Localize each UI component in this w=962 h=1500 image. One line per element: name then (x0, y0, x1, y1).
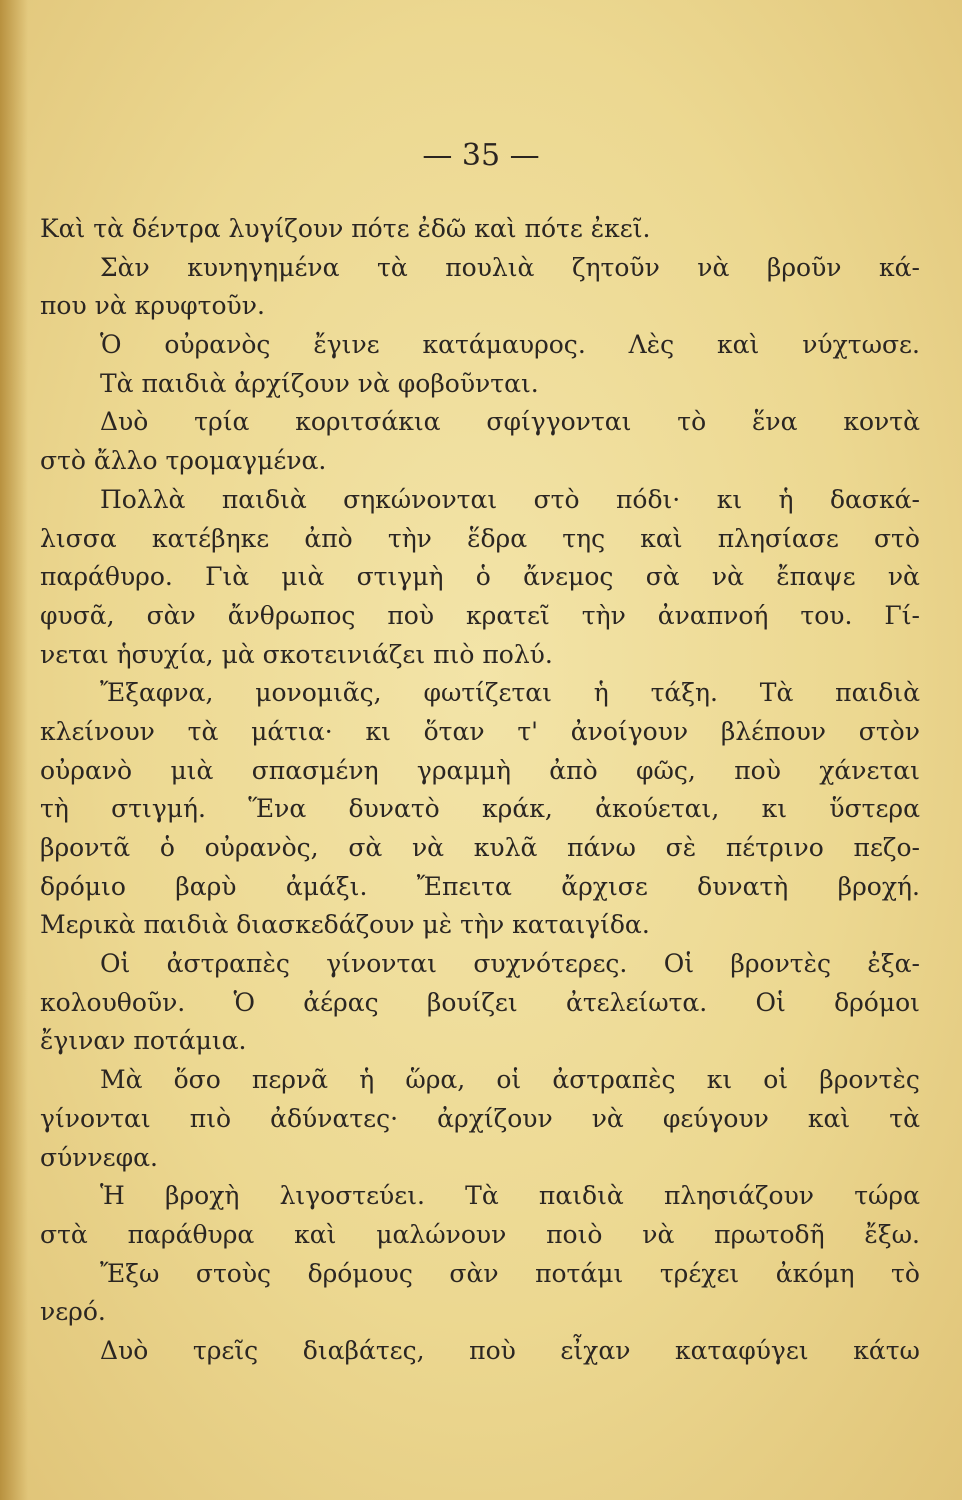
word: σπασμένη (251, 755, 379, 785)
word: ὕστερα (829, 794, 920, 824)
word: νύχτωσε. (802, 330, 920, 360)
word: ζητοῦν (571, 252, 660, 282)
text-line (40, 1100, 920, 1139)
word: κά- (879, 252, 920, 282)
text-line: ἔγιναν ποτάμια. (40, 1026, 247, 1056)
word: πλησίασε (717, 523, 839, 553)
word: ἔγινε (313, 330, 380, 360)
word: στιγμὴ (356, 562, 444, 592)
word: νὰ (591, 1103, 624, 1133)
page-edge-shadow (0, 0, 28, 1500)
word: ὁ (159, 833, 175, 862)
word: κι (706, 1065, 733, 1095)
word: ἀπὸ (549, 755, 598, 785)
word: ἀκούεται, (595, 794, 720, 824)
word: ἀτελείωτα. (565, 987, 708, 1017)
word: σὲ (665, 833, 697, 862)
text-line (40, 1061, 920, 1100)
word: φυσᾶ, (40, 600, 115, 630)
word: κοντὰ (843, 407, 920, 437)
word: στοὺς (195, 1258, 272, 1288)
body-text (40, 210, 920, 1371)
word: οὐρανὸς, (204, 833, 319, 862)
word: Τὰ (759, 678, 794, 708)
word: ποτάμι (535, 1258, 624, 1288)
word: τὴν (581, 600, 626, 630)
word: παιδιὰ (221, 484, 307, 514)
word: ὁ (475, 562, 491, 592)
word: κάτω (853, 1335, 920, 1365)
word: διαβάτες, (302, 1335, 425, 1365)
word: μιὰ (281, 562, 325, 592)
word: πάνω (567, 833, 636, 862)
word: τρία (194, 407, 250, 437)
word: σὰ (645, 562, 680, 592)
word: στὸν (858, 716, 920, 746)
text-line (40, 945, 920, 984)
word: ἄνθρωπος (227, 600, 356, 630)
word: ἔξω. (864, 1219, 920, 1249)
word: τὸ (677, 407, 707, 437)
word: Λὲς (628, 330, 675, 360)
text-line (40, 1255, 920, 1294)
word: της (562, 523, 606, 553)
text-line: Μερικὰ παιδιὰ διασκεδάζουν μὲ τὴν καταιγίδα. (40, 910, 650, 940)
word: τ' (517, 716, 539, 746)
word: ἕνα (752, 407, 798, 437)
word: ἔπαψε (776, 562, 856, 592)
word: εἶχαν (560, 1335, 631, 1365)
word: κυνηγημένα (187, 252, 340, 282)
word: μιὰ (170, 755, 214, 785)
word: παιδιὰ (538, 1181, 624, 1211)
word: Οἱ (663, 949, 695, 979)
word: τὰ (187, 716, 219, 746)
word: σηκώνονται (343, 484, 498, 514)
word: κατάμαυρος. (422, 330, 586, 360)
text-line (40, 520, 920, 559)
word: δυνατὴ (697, 871, 789, 901)
word: ἀρχίζουν (437, 1103, 553, 1133)
word: βροντὲς (819, 1065, 920, 1095)
word: δρόμιο (40, 871, 126, 901)
word: περνᾶ (251, 1065, 329, 1095)
text-line (40, 984, 920, 1023)
word: ὅσο (173, 1065, 221, 1095)
word: στὸ (533, 484, 580, 514)
word: ἡ (778, 484, 794, 514)
text-line (40, 326, 920, 365)
word: τὴ (40, 794, 69, 824)
word: κολουθοῦν. (40, 987, 186, 1017)
word: πέτρινο (725, 833, 824, 862)
word: βροχὴ (165, 1181, 240, 1211)
word: κι (365, 716, 391, 746)
word: κράκ, (482, 794, 553, 824)
word: ἕδρα (467, 523, 528, 553)
word: πρωτοδῆ (714, 1219, 825, 1249)
word: κοριτσάκια (295, 407, 441, 437)
word: τὰ (889, 1103, 920, 1133)
word: βροχή. (837, 871, 920, 901)
text-line (40, 558, 920, 597)
word: κρατεῖ (466, 600, 550, 630)
word: σὰν (449, 1258, 499, 1288)
word: νὰ (411, 833, 445, 862)
word: Πολλὰ (100, 484, 186, 514)
text-line (40, 1332, 920, 1371)
word: ποὺ (387, 600, 435, 630)
word: του. (800, 600, 853, 630)
word: γίνονται (40, 1103, 151, 1133)
word: καὶ (294, 1219, 337, 1249)
word: λιγοστεύει. (279, 1181, 425, 1211)
page-number: — 35 — (422, 138, 540, 173)
word: δρόμους (307, 1258, 413, 1288)
word: ἀκόμη (775, 1258, 855, 1288)
text-line: σύννεφα. (40, 1142, 158, 1172)
word: βαρὺ (175, 871, 237, 901)
text-line (40, 597, 920, 636)
word: τάξη. (650, 678, 718, 708)
word: οἱ (496, 1065, 522, 1095)
word: Γιὰ (205, 562, 250, 592)
word: ἀστραπὲς (552, 1065, 676, 1095)
word: Ἔξαφνα, (100, 678, 214, 708)
word: κυλᾶ (473, 833, 538, 862)
word: καὶ (717, 330, 760, 360)
word: κλείνουν (40, 716, 155, 746)
word: Ὁ (233, 987, 255, 1017)
word: τώρα (854, 1181, 920, 1211)
word: βλέπουν (720, 716, 827, 746)
word: Ὁ (100, 330, 122, 360)
word: οἱ (763, 1065, 789, 1095)
text-line: Τὰ παιδιὰ ἀρχίζουν νὰ φοβοῦνται. (100, 368, 539, 398)
word: Οἱ (100, 949, 131, 979)
word: ἄρχισε (561, 871, 648, 901)
word: παιδιὰ (835, 678, 920, 708)
word: πουλιὰ (445, 252, 535, 282)
text-line (40, 752, 920, 791)
word: φῶς, (636, 755, 696, 785)
word: παράθυρα (127, 1219, 255, 1249)
word: ἡ (359, 1065, 375, 1095)
text-line (40, 868, 920, 907)
word: ἀνοίγουν (570, 716, 689, 746)
word: τρεῖς (192, 1335, 259, 1365)
word: Μὰ (100, 1065, 143, 1095)
word: βουίζει (426, 987, 518, 1017)
word: ἀστραπὲς (166, 949, 290, 979)
word: νὰ (711, 562, 744, 592)
word: Ἔξω (100, 1258, 160, 1288)
word: νὰ (697, 252, 730, 282)
word: χάνεται (819, 755, 920, 785)
word: μάτια· (251, 716, 333, 746)
word: βροντᾶ (40, 833, 131, 862)
word: ἐξα- (867, 949, 920, 979)
word: Δυὸ (100, 1335, 149, 1365)
word: οὐρανὸ (40, 755, 133, 785)
word: σὰν (146, 600, 196, 630)
word: Σὰν (100, 252, 150, 282)
word: καὶ (807, 1103, 851, 1133)
text-line (40, 403, 920, 442)
word: ἀδύνατες· (270, 1103, 399, 1133)
text-line: νερό. (40, 1297, 106, 1327)
word: Ἡ (100, 1181, 125, 1211)
word: κι (716, 484, 743, 514)
word: δρόμοι (834, 987, 920, 1017)
word: στὸ (873, 523, 920, 553)
text-line (40, 481, 920, 520)
word: πλησιάζουν (663, 1181, 814, 1211)
text-line (40, 790, 920, 829)
word: ἀμάξι. (285, 871, 368, 901)
word: Δυὸ (100, 407, 149, 437)
word: τὸ (891, 1258, 920, 1288)
word: καταφύγει (674, 1335, 809, 1365)
word: ἄνεμος (523, 562, 614, 592)
word: βροῦν (766, 252, 842, 282)
word: ἀναπνοή (657, 600, 769, 630)
word: βροντὲς (730, 949, 832, 979)
word: συχνότερες. (473, 949, 628, 979)
word: κι (761, 794, 788, 824)
word: γίνονται (326, 949, 437, 979)
word: λισσα (40, 523, 117, 553)
text-line (40, 674, 920, 713)
word: Τὰ (465, 1181, 499, 1211)
text-line: στὸ ἄλλο τρομαγμένα. (40, 446, 327, 476)
text-line (40, 1177, 920, 1216)
word: δυνατὸ (348, 794, 440, 824)
word: δασκά- (829, 484, 920, 514)
word: παράθυρο. (40, 562, 173, 592)
word: νὰ (642, 1219, 675, 1249)
word: τρέχει (659, 1258, 740, 1288)
word: ποὺ (469, 1335, 516, 1365)
word: Ἔπειτα (416, 871, 512, 901)
word: Ἕνα (248, 794, 307, 824)
word: πιὸ (189, 1103, 232, 1133)
word: Οἱ (755, 987, 786, 1017)
word: Γί- (884, 600, 920, 630)
word: ἀέρας (303, 987, 379, 1017)
word: στιγμή. (111, 794, 206, 824)
text-line (40, 1216, 920, 1255)
word: κατέβηκε (151, 523, 270, 553)
word: ποὺ (734, 755, 781, 785)
word: πόδι· (615, 484, 681, 514)
word: φεύγουν (662, 1103, 769, 1133)
word: μονομιᾶς, (255, 678, 382, 708)
word: καὶ (640, 523, 683, 553)
word: ἡ (593, 678, 609, 708)
word: ὥρα, (405, 1065, 466, 1095)
word: στὰ (40, 1219, 88, 1249)
text-line (40, 829, 920, 868)
word: μαλώνουν (376, 1219, 507, 1249)
word: σφίγγονται (486, 407, 632, 437)
text-line (40, 713, 920, 752)
word: γραμμὴ (416, 755, 511, 785)
word: τὴν (387, 523, 432, 553)
text-line (40, 249, 920, 288)
word: τὰ (377, 252, 408, 282)
text-line: που νὰ κρυφτοῦν. (40, 291, 265, 321)
word: ὅταν (423, 716, 485, 746)
word: φωτίζεται (423, 678, 552, 708)
word: ποιὸ (546, 1219, 603, 1249)
word: νὰ (887, 562, 920, 592)
text-line: νεται ἡσυχία, μὰ σκοτεινιάζει πιὸ πολύ. (40, 639, 553, 669)
word: ἀπὸ (304, 523, 353, 553)
word: πεζο- (853, 833, 920, 862)
word: οὐρανὸς (164, 330, 271, 360)
word: σὰ (348, 833, 383, 862)
text-line: Καὶ τὰ δέντρα λυγίζουν πότε ἐδῶ καὶ πότε ἐκεῖ. (40, 214, 651, 243)
